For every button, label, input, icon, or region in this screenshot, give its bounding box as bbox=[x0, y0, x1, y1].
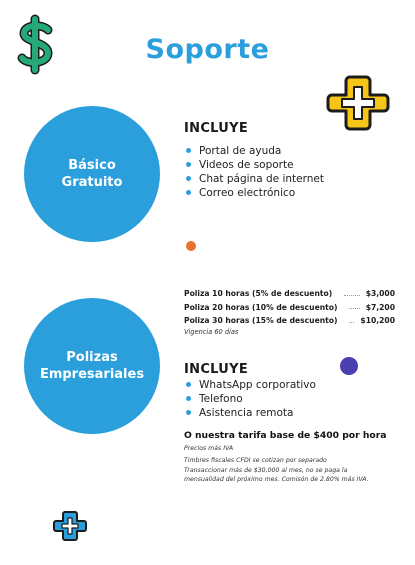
fine-print-line: mensualidad del próximo mes. Comisón de 2.80% más IVA. bbox=[184, 476, 369, 483]
list-item: Correo electrónico bbox=[184, 186, 324, 200]
fine-print-line: Transaccionar más de $30,000 al mes, no se paga la bbox=[184, 466, 348, 474]
policy-row bbox=[184, 314, 395, 328]
list-item: WhatsApp corporativo bbox=[184, 378, 316, 392]
basic-plan-line2: Gratuito bbox=[61, 175, 123, 190]
policy-row bbox=[184, 301, 395, 315]
policy-name: Poliza 10 horas (5% de descuento) bbox=[184, 289, 333, 299]
policy-row bbox=[184, 287, 395, 301]
yellow-cross-icon bbox=[326, 71, 390, 135]
policy-name: Poliza 30 horas (15% de descuento) bbox=[184, 316, 338, 326]
fine-print-line: Timbres fiscales CFDI se cotizan por separado bbox=[184, 457, 327, 464]
basic-plan-line1: Básico bbox=[68, 158, 116, 173]
base-rate-text: O nuestra tarifa base de $400 por hora bbox=[184, 430, 387, 441]
prices-note: Precios más IVA bbox=[184, 445, 234, 452]
leader-dots bbox=[344, 292, 360, 296]
leader-dots bbox=[349, 319, 354, 323]
leader-dots bbox=[349, 305, 359, 309]
enterprise-includes-heading: INCLUYE bbox=[184, 362, 249, 377]
list-item: Portal de ayuda bbox=[184, 144, 324, 158]
blue-cross-icon bbox=[53, 509, 87, 543]
list-item: Chat página de internet bbox=[184, 172, 324, 186]
basic-plan-circle bbox=[24, 106, 160, 242]
policy-price: $10,200 bbox=[360, 316, 395, 326]
basic-includes-list bbox=[184, 144, 324, 200]
list-item: Telefono bbox=[184, 392, 316, 406]
list-item: Asistencia remota bbox=[184, 406, 316, 420]
page-title: Soporte bbox=[145, 34, 270, 65]
basic-includes-heading: INCLUYE bbox=[184, 121, 249, 136]
enterprise-plan-circle bbox=[24, 298, 160, 434]
enterprise-includes-list bbox=[184, 378, 316, 420]
purple-dot bbox=[340, 357, 358, 375]
list-item: Videos de soporte bbox=[184, 158, 324, 172]
orange-dot bbox=[186, 241, 196, 251]
policy-price: $7,200 bbox=[365, 302, 395, 312]
enterprise-plan-line2: Empresariales bbox=[39, 367, 145, 382]
policy-price: $3,000 bbox=[365, 289, 395, 299]
enterprise-plan-line1: Polizas bbox=[66, 350, 118, 365]
fine-print bbox=[184, 456, 409, 485]
policy-validity: Vigencia 60 días bbox=[184, 327, 239, 336]
policy-price-list bbox=[184, 287, 395, 336]
policy-name: Poliza 20 horas (10% de descuento) bbox=[184, 302, 338, 312]
